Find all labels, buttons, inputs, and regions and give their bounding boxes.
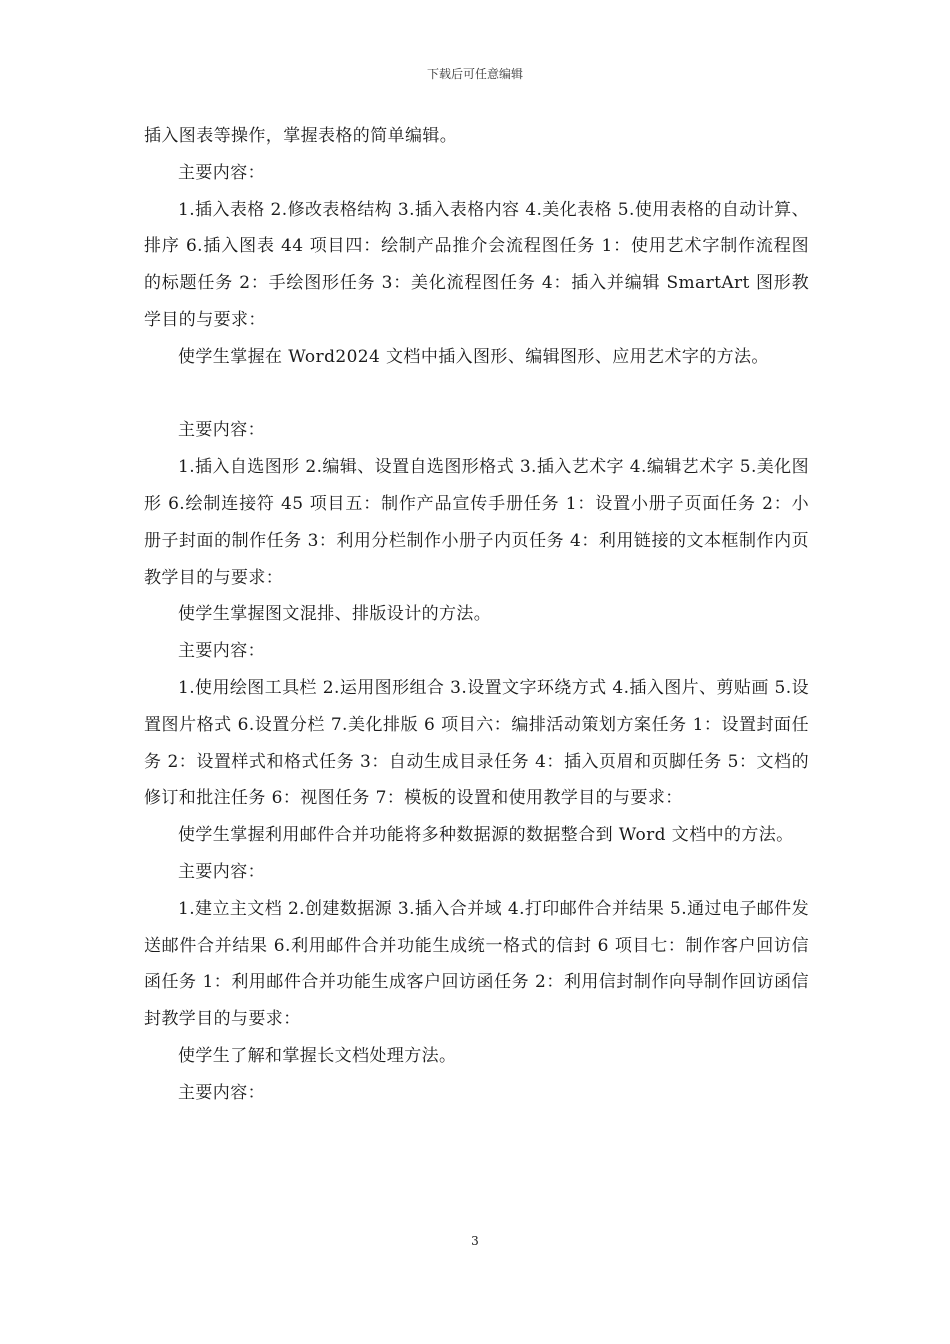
paragraph: 1.使用绘图工具栏 2.运用图形组合 3.设置文字环绕方式 4.插入图片、剪贴画 5.设置图片格式 6.设置分栏 7.美化排版 6 项目六：编排活动策划方案任务 1：设置封面任务 2：设置样式和格式任务 3：自动生成目录任务 4：插入页眉和页脚任务 5：文档的修订和批注任务 6：视图任务 7：模板的设置和使用教学目的与要求： (144, 677, 809, 809)
paragraph: 1.插入表格 2.修改表格结构 3.插入表格内容 4.美化表格 5.使用表格的自动计算、排序 6.插入图表 44 项目四：绘制产品推介会流程图任务 1：使用艺术字制作流程图的标题任务 2：手绘图形任务 3：美化流程图任务 4：插入并编辑 SmartArt 图形教学目的与要求： (144, 199, 809, 330)
paragraph: 使学生掌握在 Word2024 文档中插入图形、编辑图形、应用艺术字的方法。 (178, 346, 769, 367)
section-heading: 主要内容： (178, 420, 265, 441)
paragraph: 1.插入自选图形 2.编辑、设置自选图形格式 3.插入艺术字 4.编辑艺术字 5.美化图形 6.绘制连接符 45 项目五：制作产品宣传手册任务 1：设置小册子页面任务 2：小册子封面的制作任务 3：利用分栏制作小册子内页任务 4：利用链接的文本框制作内页教学目的与要求： (144, 457, 809, 588)
paragraph: 使学生掌握图文混排、排版设计的方法。 (178, 604, 492, 625)
paragraph: 使学生掌握利用邮件合并功能将多种数据源的数据整合到 Word 文档中的方法。 (178, 825, 794, 846)
section-heading: 主要内容： (178, 641, 265, 662)
paragraph: 1.建立主文档 2.创建数据源 3.插入合并域 4.打印邮件合并结果 5.通过电子邮件发送邮件合并结果 6.利用邮件合并功能生成统一格式的信封 6 项目七：制作客户回访信函任务 1：利用邮件合并功能生成客户回访函任务 2：利用信封制作向导制作回访函信封教学目的与要求： (144, 898, 809, 1030)
paragraph: 插入图表等操作，掌握表格的简单编辑。 (144, 126, 458, 146)
paragraph: 使学生了解和掌握长文档处理方法。 (178, 1045, 457, 1066)
document-body (144, 118, 809, 1112)
blank-line (144, 376, 809, 413)
page-number: 3 (471, 1234, 479, 1248)
section-heading: 主要内容： (178, 162, 265, 183)
page-header: 下载后可任意编辑 (426, 67, 523, 81)
section-heading: 主要内容： (178, 1082, 265, 1103)
section-heading: 主要内容： (178, 861, 265, 882)
